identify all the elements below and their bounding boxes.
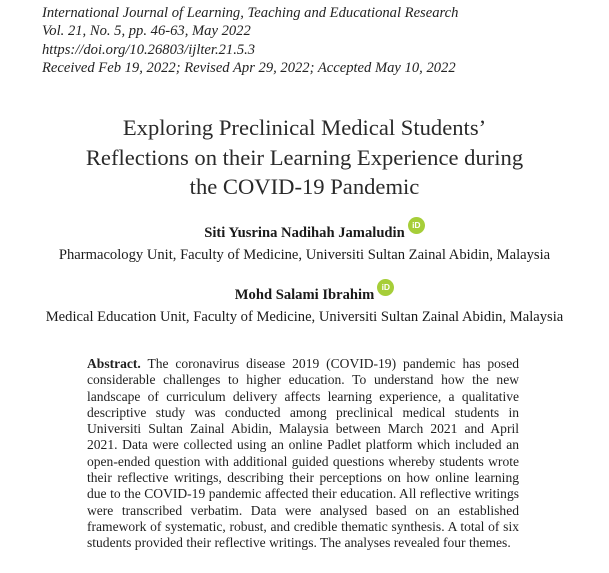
- paper-title: [0, 113, 609, 202]
- title-line-1: Exploring Preclinical Medical Students’: [122, 115, 487, 140]
- author-name: [204, 220, 421, 242]
- author-affiliation: Pharmacology Unit, Faculty of Medicine, Universiti Sultan Zainal Abidin, Malaysia: [58, 247, 551, 263]
- journal-dates: Received Feb 19, 2022; Revised Apr 29, 2022; Accepted May 10, 2022: [42, 60, 456, 77]
- author-block-2: [0, 282, 609, 326]
- abstract-label: Abstract.: [87, 356, 141, 371]
- author-block-1: [0, 220, 609, 264]
- journal-name: International Journal of Learning, Teaching and Educational Research: [42, 5, 459, 21]
- journal-volume: Vol. 21, No. 5, pp. 46-63, May 2022: [42, 23, 251, 40]
- abstract-body: The coronavirus disease 2019 (COVID-19) pandemic has posed considerable challenges to higher education. To understand how the new landscape of curriculum delivery affects learning experience, a qualitative descriptive study was conducted among preclinical medical students in Universiti Sultan Zainal Abidin, Malaysia between March 2021 and April 2021. Data were collected using an online Padlet platform which included an open-ended question with additional guided questions whereby students wrote their reflective writings, describing their perceptions on how online learning due to the COVID-19 pandemic affected their education. All reflective writings were transcribed verbatim. Data were analysed based on an established framework of systematic, robust, and credible thematic synthesis. A total of six students provided their reflective writings. The analyses revealed four themes.: [87, 356, 519, 551]
- title-line-3: the COVID-19 Pandemic: [189, 174, 420, 199]
- author-name-text: Mohd Salami Ibrahim: [234, 287, 375, 303]
- orcid-icon[interactable]: iD: [377, 279, 394, 296]
- journal-doi[interactable]: https://doi.org/10.26803/ijlter.21.5.3: [42, 41, 256, 58]
- abstract: [87, 356, 519, 552]
- orcid-icon[interactable]: iD: [408, 217, 425, 234]
- journal-header: [42, 4, 458, 78]
- author-name-text: Siti Yusrina Nadihah Jamaludin: [204, 225, 405, 241]
- title-line-2: Reflections on their Learning Experience during: [85, 144, 524, 170]
- author-affiliation: Medical Education Unit, Faculty of Medicine, Universiti Sultan Zainal Abidin, Malaysia: [45, 309, 564, 325]
- author-name: [234, 282, 390, 304]
